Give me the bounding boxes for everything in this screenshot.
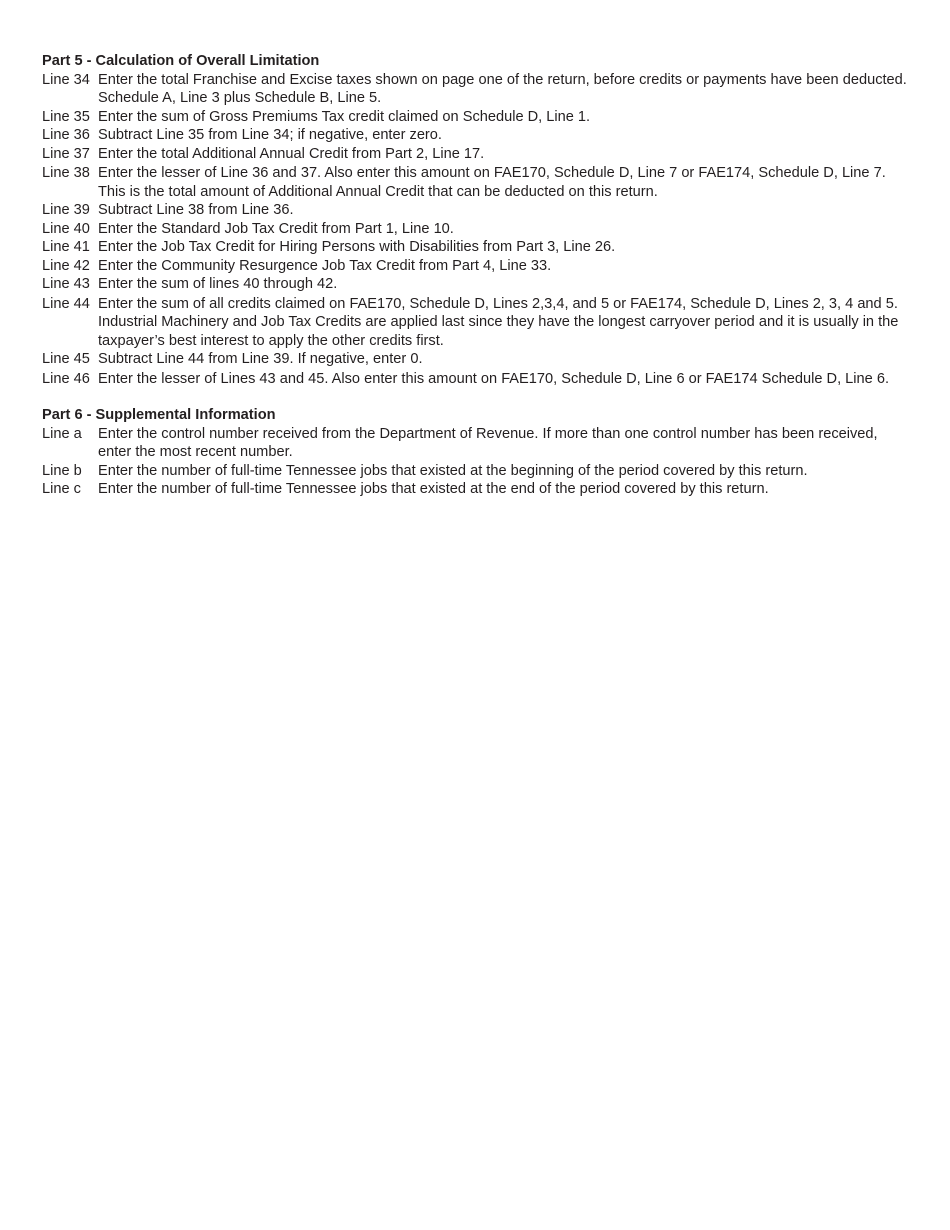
instructions-page	[42, 52, 912, 499]
instruction-line	[42, 275, 912, 294]
line-text: Enter the number of full-time Tennessee jobs that existed at the beginning of the period covered by this return.	[98, 462, 808, 479]
line-label: Line c	[42, 481, 81, 497]
line-label: Line 43	[42, 276, 90, 292]
line-text: Enter the total Franchise and Excise taxes shown on page one of the return, before credits or payments have been deducted. Schedule A, Line 3 plus Schedule B, Line 5.	[98, 71, 907, 106]
part5-section	[42, 52, 912, 388]
instruction-line	[42, 71, 912, 108]
line-text: Enter the sum of lines 40 through 42.	[98, 276, 338, 292]
line-label: Line 37	[42, 145, 90, 162]
line-label: Line 45	[42, 351, 90, 367]
line-label: Line 46	[42, 370, 90, 387]
line-label: Line a	[42, 425, 82, 442]
instruction-line	[42, 164, 912, 201]
line-text: Enter the sum of all credits claimed on FAE170, Schedule D, Lines 2,3,4, and 5 or FAE174, Schedule D, Lines 2, 3, 4 and 5. Industrial Machinery and Job Tax Credits are applied last since they have the longest carryover period and it is usually in the taxpayer’s best interest to apply the other credits first.	[98, 295, 899, 349]
section-spacer	[42, 388, 912, 406]
line-label: Line 40	[42, 220, 90, 237]
line-label: Line 42	[42, 257, 90, 274]
part6-section	[42, 406, 912, 499]
instruction-line	[42, 462, 912, 481]
line-text: Subtract Line 35 from Line 34; if negative, enter zero.	[98, 127, 442, 143]
line-label: Line 38	[42, 165, 90, 181]
line-text: Enter the Community Resurgence Job Tax Credit from Part 4, Line 33.	[98, 257, 552, 274]
line-text: Enter the control number received from the Department of Revenue. If more than one control number has been received, enter the most recent number.	[98, 425, 878, 460]
line-label: Line 39	[42, 202, 90, 218]
line-text: Subtract Line 44 from Line 39. If negative, enter 0.	[98, 351, 423, 367]
instruction-line	[42, 350, 912, 369]
instruction-line	[42, 238, 912, 257]
section-title: Part 6 - Supplemental Information	[42, 407, 276, 423]
line-text: Enter the sum of Gross Premiums Tax credit claimed on Schedule D, Line 1.	[98, 108, 591, 125]
section-title: Part 5 - Calculation of Overall Limitation	[42, 53, 320, 69]
line-text: Enter the lesser of Lines 43 and 45. Also enter this amount on FAE170, Schedule D, Line 6 or FAE174 Schedule D, Line 6.	[98, 370, 889, 387]
line-label: Line 36	[42, 127, 90, 143]
line-text: Enter the Standard Job Tax Credit from Part 1, Line 10.	[98, 220, 454, 237]
instruction-line	[42, 220, 912, 239]
line-text: Enter the lesser of Line 36 and 37. Also enter this amount on FAE170, Schedule D, Line 7 or FAE174, Schedule D, Line 7. This is the total amount of Additional Annual Credit that can be deducted on this return.	[98, 165, 886, 200]
instruction-line	[42, 425, 912, 462]
line-label: Line 41	[42, 239, 90, 255]
line-text: Enter the total Additional Annual Credit from Part 2, Line 17.	[98, 145, 485, 162]
instruction-line	[42, 370, 912, 389]
line-text: Subtract Line 38 from Line 36.	[98, 202, 294, 218]
line-text: Enter the number of full-time Tennessee jobs that existed at the end of the period covered by this return.	[98, 481, 769, 497]
line-label: Line 35	[42, 108, 90, 125]
instruction-line	[42, 108, 912, 127]
instruction-line	[42, 295, 912, 351]
instruction-line	[42, 126, 912, 145]
line-label: Line 44	[42, 295, 90, 312]
instruction-line	[42, 201, 912, 220]
instruction-line	[42, 480, 912, 499]
instruction-line	[42, 145, 912, 164]
line-text: Enter the Job Tax Credit for Hiring Persons with Disabilities from Part 3, Line 26.	[98, 239, 616, 255]
line-label: Line b	[42, 462, 82, 479]
line-label: Line 34	[42, 71, 90, 88]
instruction-line	[42, 257, 912, 276]
